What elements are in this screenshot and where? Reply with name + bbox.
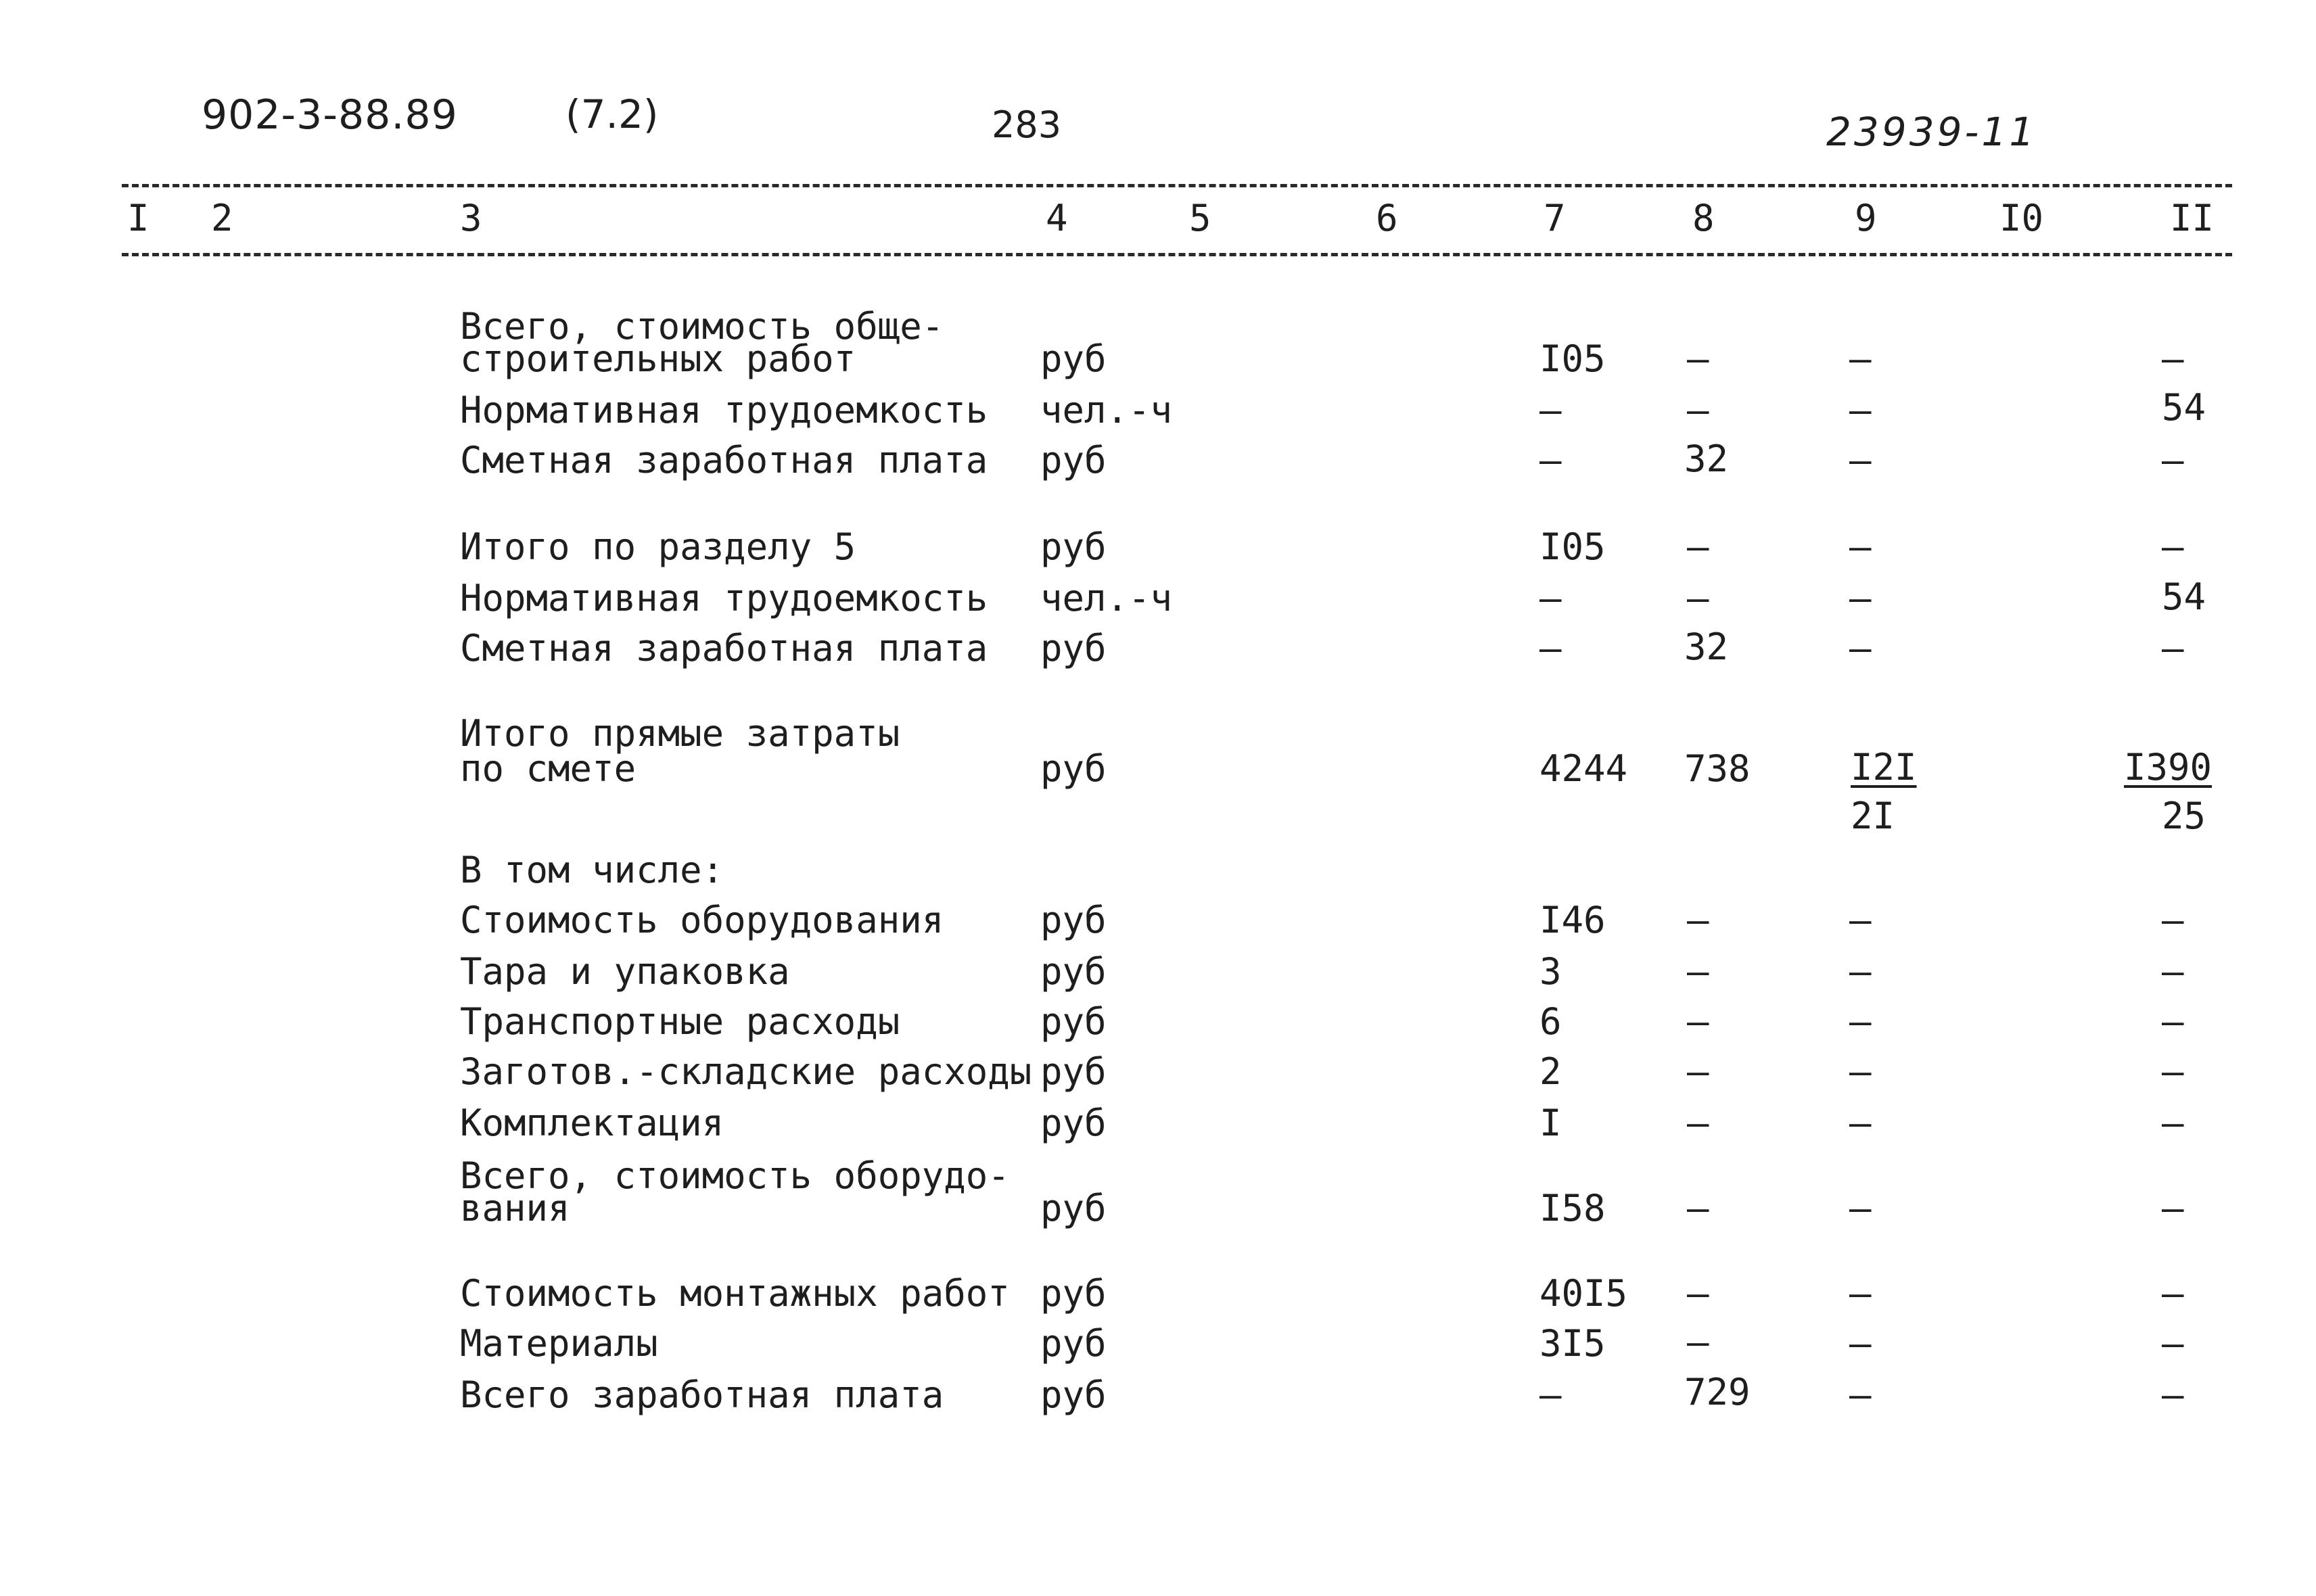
cell-col11: 54 (2162, 386, 2206, 429)
cell-col8: – (1687, 337, 1709, 380)
row-unit: руб (1040, 525, 1107, 568)
column-number-9: 9 (1855, 197, 1877, 239)
row-label: Сметная заработная плата (460, 627, 988, 670)
document-code: 902-3-88.89 (202, 91, 458, 139)
row-label: Итого прямые затраты (460, 712, 900, 755)
row-label: Заготов.-складские расходы (460, 1050, 1032, 1093)
cell-col11: – (2162, 1322, 2184, 1365)
cell-col7: – (1539, 627, 1562, 670)
cell-col8: – (1687, 1321, 1709, 1363)
cell-col9: – (1849, 1102, 1872, 1144)
cell-col11-numerator: I390 (2124, 746, 2213, 789)
row-label: Всего, стоимость оборудо- (460, 1154, 1010, 1197)
cell-col7: 4244 (1539, 747, 1628, 790)
cell-col7: 40I5 (1539, 1272, 1628, 1315)
cell-col11: – (2162, 1000, 2184, 1043)
cell-col9: – (1849, 1000, 1872, 1043)
cell-col11: – (2162, 899, 2184, 941)
column-number-8: 8 (1692, 197, 1715, 239)
row-label: Стоимость монтажных работ (460, 1272, 1010, 1315)
row-label: В том числе: (460, 849, 724, 891)
row-label-cont: строительных работ (460, 337, 856, 380)
row-unit: чел.-ч (1040, 577, 1173, 619)
cell-col8: – (1687, 1102, 1709, 1144)
cell-col7: 2 (1539, 1050, 1562, 1093)
row-unit: руб (1040, 1050, 1107, 1093)
cell-col11: – (2162, 439, 2184, 482)
cell-col7: – (1539, 439, 1562, 482)
row-unit: руб (1040, 1374, 1107, 1416)
column-number-4: 4 (1046, 197, 1068, 239)
row-label-cont: вания (460, 1187, 570, 1229)
column-number-1: I (127, 197, 149, 239)
cell-col7: I (1539, 1102, 1562, 1144)
row-label: Нормативная трудоемкость (460, 389, 988, 431)
row-label: Транспортные расходы (460, 1000, 900, 1043)
page-number: 283 (992, 103, 1062, 146)
cell-col8: – (1687, 577, 1709, 619)
cell-col7: 6 (1539, 1000, 1562, 1043)
cell-col11: – (2162, 1374, 2184, 1416)
cell-col9: – (1849, 1272, 1872, 1315)
row-unit: руб (1040, 1187, 1107, 1229)
row-unit: руб (1040, 627, 1107, 670)
cell-col7: I05 (1539, 525, 1606, 568)
row-label: Материалы (460, 1322, 658, 1365)
column-number-6: 6 (1376, 197, 1398, 239)
column-number-2: 2 (211, 197, 233, 239)
row-unit: руб (1040, 1000, 1107, 1043)
row-label: Всего, стоимость обще- (460, 305, 944, 348)
cell-col8: – (1687, 1187, 1709, 1229)
cell-col9: – (1849, 577, 1872, 619)
row-unit: руб (1040, 747, 1107, 790)
cell-col9: – (1849, 439, 1872, 482)
row-label: Нормативная трудоемкость (460, 577, 988, 619)
header-rule-bottom (122, 253, 2232, 256)
cell-col7: 3I5 (1539, 1322, 1606, 1365)
cell-col9: – (1849, 1322, 1872, 1365)
column-number-5: 5 (1189, 197, 1211, 239)
row-unit: руб (1040, 950, 1107, 993)
cell-col9: – (1849, 525, 1872, 568)
cell-col8: – (1687, 899, 1709, 941)
row-unit: руб (1040, 1272, 1107, 1315)
section-number: (7.2) (565, 91, 659, 137)
row-label: Сметная заработная плата (460, 439, 988, 482)
cell-col8: 729 (1684, 1371, 1751, 1413)
row-label: Всего заработная плата (460, 1374, 944, 1416)
cell-col8: 32 (1684, 438, 1729, 480)
cell-col11: – (2162, 1187, 2184, 1229)
cell-col7: 3 (1539, 950, 1562, 993)
row-unit: руб (1040, 439, 1107, 482)
doc-inventory-number: 23939-11 (1826, 109, 2037, 155)
cell-col9: – (1849, 899, 1872, 941)
cell-col9: – (1849, 1050, 1872, 1093)
cell-col11: – (2162, 1102, 2184, 1144)
cell-col9: – (1849, 389, 1872, 431)
cell-col7: – (1539, 1374, 1562, 1416)
cell-col11: – (2162, 627, 2184, 670)
header-rule-top (122, 184, 2232, 187)
cell-col9: – (1849, 1187, 1872, 1229)
cell-col9: – (1849, 337, 1872, 380)
cell-col7: I46 (1539, 899, 1606, 941)
cell-col9: – (1849, 950, 1872, 993)
column-number-7: 7 (1544, 197, 1566, 239)
column-number-10: I0 (1999, 197, 2044, 239)
cell-col8: – (1687, 1000, 1709, 1043)
row-label: Комплектация (460, 1102, 724, 1144)
cell-col7: – (1539, 577, 1562, 619)
row-label: Тара и упаковка (460, 950, 790, 993)
column-number-11: II (2170, 197, 2215, 239)
cell-col8: – (1687, 389, 1709, 431)
cell-col9-numerator: I2I (1851, 746, 1917, 789)
cell-col9: – (1849, 627, 1872, 670)
cell-col11-denominator: 25 (2162, 795, 2206, 837)
cell-col9-denominator: 2I (1851, 795, 1895, 837)
cell-col11: – (2162, 525, 2184, 568)
row-unit: руб (1040, 899, 1107, 941)
cell-col11: 54 (2162, 576, 2206, 618)
row-unit: чел.-ч (1040, 389, 1173, 431)
cell-col7: – (1539, 389, 1562, 431)
row-label: Итого по разделу 5 (460, 525, 856, 568)
cell-col8: – (1687, 950, 1709, 993)
cell-col7: I58 (1539, 1187, 1606, 1229)
row-unit: руб (1040, 337, 1107, 380)
row-label: Стоимость оборудования (460, 899, 944, 941)
row-label-cont: по смете (460, 747, 636, 790)
cell-col11: – (2162, 1272, 2184, 1315)
cell-col11: – (2162, 950, 2184, 993)
cell-col8: – (1687, 525, 1709, 568)
cell-col7: I05 (1539, 337, 1606, 380)
cell-col8: – (1687, 1050, 1709, 1093)
cell-col8: 32 (1684, 626, 1729, 668)
cell-col11: – (2162, 1050, 2184, 1093)
cell-col9: – (1849, 1374, 1872, 1416)
cell-col11: – (2162, 337, 2184, 380)
column-number-3: 3 (460, 197, 482, 239)
cell-col8: – (1687, 1272, 1709, 1315)
cell-col8: 738 (1684, 747, 1751, 790)
row-unit: руб (1040, 1102, 1107, 1144)
row-unit: руб (1040, 1322, 1107, 1365)
